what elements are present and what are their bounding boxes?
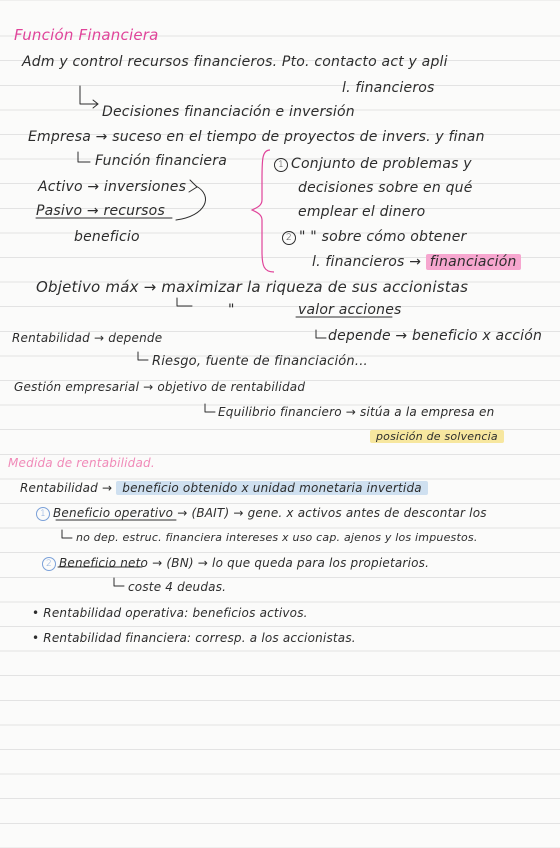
highlight-solvencia: posición de solvencia [370,430,504,443]
note-line: no dep. estruc. financiera intereses x uso cap. ajenos y los impuestos. [76,531,478,544]
note-line [274,156,472,172]
note-line: valor acciones [298,302,402,318]
note-line: Pasivo → recursos [36,203,165,219]
section-heading: Medida de rentabilidad. [8,456,155,470]
note-text: Rentabilidad financiera: corresp. a los accionistas. [43,631,356,645]
note-line: depende → beneficio x acción [328,328,543,344]
note-text: " " sobre cómo obtener [299,229,467,245]
note-line: l. financieros [342,80,435,96]
note-line: emplear el dinero [298,204,426,220]
note-text: Rentabilidad → [20,481,113,495]
note-line [312,254,521,270]
note-line [20,481,428,495]
note-line: Gestión empresarial → objetivo de rentabilidad [14,380,306,394]
note-line: " [228,302,235,318]
page-title: Función Financiera [14,26,159,44]
marker-one-blue: 1 [36,507,50,521]
note-line [282,229,466,245]
marker-two: 2 [282,231,296,245]
note-text: Beneficio operativo [53,506,174,520]
note-line [36,506,487,521]
hook-arrow-1 [80,86,98,104]
note-line: Función financiera [95,153,227,169]
bullet-item: • Rentabilidad financiera: corresp. a los accionistas. [32,631,356,645]
note-text: l. financieros → [312,254,422,270]
note-line: decisiones sobre en qué [298,180,473,196]
note-line: beneficio [74,229,140,245]
note-line: Empresa → suceso en el tiempo de proyectos de invers. y finan [28,129,485,145]
highlight-financiacion: financiación [426,254,521,270]
note-line: Rentabilidad → depende [12,331,163,345]
highlight-definition: beneficio obtenido x unidad monetaria invertida [116,481,428,495]
note-line [42,556,429,571]
note-text: Rentabilidad operativa: beneficios activos. [43,606,308,620]
note-line [370,430,504,443]
note-line: Equilibrio financiero → sitúa a la empresa en [218,405,495,419]
note-line: coste 4 deudas. [128,580,227,594]
marker-two-blue: 2 [42,557,56,571]
note-line: Objetivo máx → maximizar la riqueza de sus accionistas [36,278,469,296]
note-text: Conjunto de problemas y [291,156,472,172]
note-line: Decisiones financiación e inversión [102,104,355,120]
pink-brace [252,150,274,272]
marker-one: 1 [274,158,288,172]
note-line: Adm y control recursos financieros. Pto. contacto act y apli [22,54,448,70]
note-text: → (BN) → lo que queda para los propietarios. [152,556,430,570]
note-text: Beneficio neto [59,556,149,570]
note-line: Riesgo, fuente de financiación... [152,354,368,369]
note-text: → (BAIT) → gene. x activos antes de descontar los [177,506,487,520]
note-line: Activo → inversiones [38,179,187,195]
bullet-item: • Rentabilidad operativa: beneficios activos. [32,606,308,620]
